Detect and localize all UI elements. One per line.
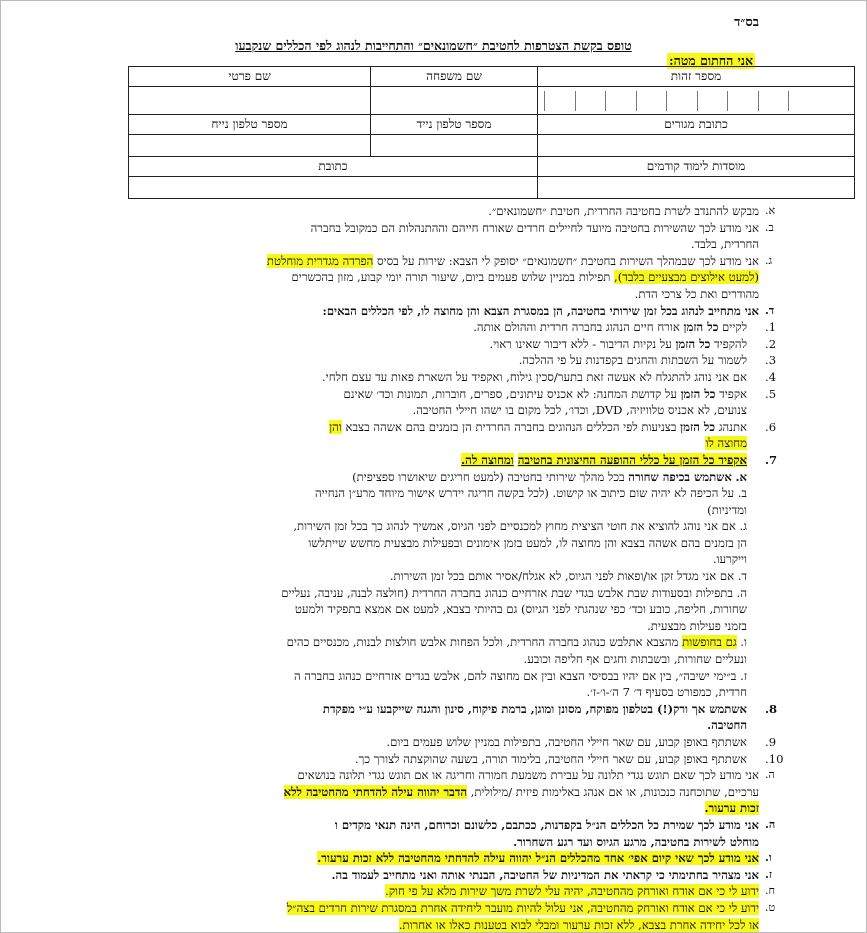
clause-g-cont: (למעט אילוצים מבצעיים בלבד), תפילות במניין שלוש פעמים ביום, שיעור תורה יומי קבוע, מזון בהכשרים (291, 270, 759, 285)
clause-v: ו. אני מודע לכך שאי קיום אפי׳ אחד מהכללים הנ״ל יהווה עילה להדחתי מהחטיבה ללא זכות ערעור. (317, 851, 772, 866)
clause-a: א. מבקש להתנדב לשרת בחטיבה החרדית, חטיבת ״חשמונאים״. (488, 204, 776, 218)
prior-studies-label: מוסדות לימוד קודמים (538, 157, 855, 177)
address2-field[interactable] (129, 177, 538, 199)
bsd-mark: בס״ד (734, 15, 759, 30)
personal-details-table (128, 66, 855, 199)
rule-7h-cont2: בזמני פעילות מבצעית. (647, 618, 747, 633)
clause-g-cont2: מהודרים ואת כל צרכי הדת. (634, 286, 759, 301)
clause-h2-cont: מוחלט לשירות בחטיבה, מרגע הגיוס ועד רגע השחרור. (513, 834, 759, 849)
rule-5-cont: צנועים, לא אכניס טלוויזיה, DVD, וכדו׳, לכל מקום בו ישהו חיילי החטיבה. (412, 403, 747, 418)
rule-9: 9. אשתתף באופן קבוע, עם שאר חיילי החטיבה, בתפילות במניין שלוש פעמים ביום. (386, 735, 777, 749)
prior-studies-field[interactable] (538, 177, 855, 199)
rule-2: 2. להקפיד כל הזמן על נקיות הדיבור - ללא דיבור שאינו ראוי. (489, 336, 777, 351)
clause-b: ב. אני מודע לכך שהשירות בחטיבה מיועד לחיילים חרדים שאורח חייהם וההתנהלות הם כמקובל בחברה (310, 220, 774, 235)
clause-h-cont2: זכות ערעור. (704, 801, 759, 816)
page-title: טופס בקשת הצטרפות לחטיבת ״חשמונאים״ והתחייבות לנהוג לפי הכללים שנקבעו (235, 38, 632, 53)
rule-7z: ז. ב״ימי ישיבה״, בין אם יהיו בבסיסי הצבא ובין אם מחוצה להם, אלבש בגדים אזרחיים כנהוג בחברה ה (293, 668, 747, 683)
rule-7b-cont: ומדיניות) (707, 502, 747, 517)
rule-7d: ד. אם אני מגדל זקן או/ופאות לפני הגיוס, לא אגלח/אסיר אותם בכל זמן השירות. (389, 569, 747, 584)
clause-h-cont: ערכיים, שתוכחנה כנכונות, או אם אנהג באלימות פיזית /מילולית, הדבר יהווה עילה להדחתי מהחטיבה ללא (283, 784, 759, 799)
rule-7a: א. אשתמש בכיפה שחורה בכל מהלך שירותי בחטיבה (למעט חריגים שיאושרו ספציפית) (352, 469, 747, 484)
rule-6: 6. אתנהג כל הזמן בצניעות לפי הכללים הנהוגים בחברה החרדית הן בזמנים בהם אשהה בצבא והן (329, 419, 777, 434)
first-name-field[interactable] (129, 87, 371, 115)
address-field[interactable] (538, 135, 855, 157)
id-field[interactable] (538, 87, 855, 115)
clause-t: ט. ידוע לי כי אם אודח ואורחק מהחטיבה, אני עלול להיות מועבר ליחידה אחרת במסגרת שירות חרדים בצה״ל (286, 900, 776, 915)
clause-z: ז. אני מצהיר בחתימתי כי קראתי את המדיניות של החטיבה, הבנתי אותה ואני מתחייב לעמוד בה. (331, 867, 772, 882)
rule-4: 4. אם אני נוהג להתגלח לא אעשה זאת בתער/סכין גילוח, ואקפיד על השארת פאות עד עצם חלחי. (321, 369, 777, 384)
clause-ch: ח. ידוע לי כי אם אודח ואורחק מהחטיבה, יהיה עלי לשרת משך שירות מלא על פי חוק. (385, 884, 776, 899)
rule-6-cont: מחוצה לו (705, 436, 747, 451)
clause-g: ג. אני מודע לכך שבמהלך השירות בחטיבת ״חשמונאים״ יסופק לי הצבא: שירות על בסיס הפרדה מגדרית מוחלטת (266, 253, 773, 268)
clause-h2: ה. אני מודע לכך שמירת כל הכללים הנ״ל בקפדנות, ככתבם, כלשונם וכרוחם, הינה תנאי מקדים ו (334, 817, 776, 832)
clause-d-title: ד. אני מתחייב לנהוג בכל זמן שירותי בחטיבה, הן במסגרת הצבא והן מחוצה לו, לפי הכללים הבאים: (322, 303, 775, 318)
clause-h: ה. אני מודע לכך שאם תוגש נגדי תלונה על עבירת משמעת חמורה וחריגה או אם תוגש נגדי תלונה בנושאים (297, 768, 775, 783)
id-label: מספר זהות (538, 67, 855, 87)
address-label: כתובת מגורים (538, 115, 855, 135)
rule-1: 1. לקיים כל הזמן אורח חיים הנהוג בחברה חרדית וההולם אותה. (473, 320, 777, 335)
mobile-field[interactable] (371, 135, 538, 157)
id-digit-boxes[interactable] (544, 91, 848, 111)
mobile-label: מספר טלפון נייד (371, 115, 538, 135)
rule-8: 8. אשתמש אך ורק(!) בטלפון מפוקח, מסונן ומוגן, ברמת פיקוח, סינון והגנה שייקבעו ע״י מפקדת (322, 701, 778, 716)
rule-7h-cont: שחורות, חליפה, כובע וכד׳ כפי שנהגתי לפני הגיוס) גם בהיותי בצבא, למעט אם אמצא בתפקיד ולמעט (294, 602, 747, 617)
rule-7g-cont2: וייקרעו. (712, 552, 747, 567)
rule-7v: ו. גם בחופשות מהצבא אתלבש כנהוג בחברה החרדית, ולכל הפחות אלבש חולצות לבנות, מכנסיים כהים (286, 635, 747, 650)
clause-b-cont: החרדית, בלבד. (690, 237, 759, 252)
rule-10: 10. אשתתף באופן קבוע, עם שאר חיילי החטיבה, בלימוד תורה, בשעה שהוקצתה לצורך כך. (355, 751, 784, 766)
rule-8-cont: החטיבה. (707, 718, 747, 733)
signed-label: אני החתום מטה: (668, 53, 753, 68)
clauses-body (119, 203, 784, 933)
last-name-label: שם משפחה (371, 67, 538, 87)
rule-5: 5. אקפיד כל הזמן על קדושת המחנה: לא אכניס עיתונים, ספרים, חוברות, תמונות וכד׳ שאינם (343, 386, 777, 401)
rule-7b: ב. על הכיפה לא יהיה שום כיתוב או קישוט. (לכל בקשה חריגה יידרש אישור מיוחד מרע״ן הנחייה (315, 486, 747, 501)
rule-7z-cont: חרדית, כמפורט בסעיף ד׳ 7 ה׳-ו׳-ז׳. (586, 685, 747, 700)
rule-7g-cont: הן בזמנים בהם אשהה בצבא והן מחוצה לו, למעט בזמן אימונים ובפעילות מבצעית מחשש שייתלשו (308, 535, 747, 550)
rule-7v-cont: ונעליים שחורות, ובשבתות וחגים אף חליפה וכובע. (523, 652, 747, 667)
clause-t-cont: או לכל יחידה אחרת בצבא, ללא זכות ערעור ומבלי לבוא בטענות כאלו או אחרות. (398, 917, 759, 932)
address2-label: כתובת (129, 157, 538, 177)
last-name-field[interactable] (371, 87, 538, 115)
landline-label: מספר טלפון נייח (129, 115, 371, 135)
rule-7g: ג. אם אני נוהג להוציא את חוטי הציצית מחוץ למכנסיים לפני הגיוס, אמשיך לנהוג כך בכל זמן השירות, (293, 519, 747, 534)
rule-3: 3. לשמור על השבתות והחגים בקפדנות על פי ההלכה. (518, 353, 777, 368)
rule-7h: ה. בתפילות ובסעודות שבת אלבש בגדי שבת אזרחיים כנהוג בחברה החרדית (חולצה לבנה, עניבה, נעליים (281, 585, 747, 600)
landline-field[interactable] (129, 135, 371, 157)
first-name-label: שם פרטי (129, 67, 371, 87)
rule-7: 7. אקפיד כל הזמן על כללי ההופעה החיצונית בחטיבה ומחוצה לה. (461, 452, 778, 467)
